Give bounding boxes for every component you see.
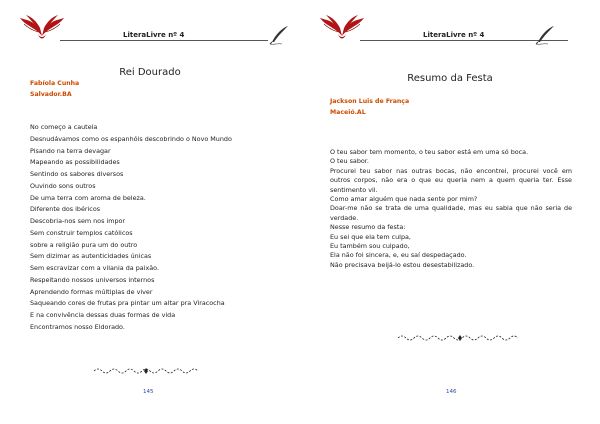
author-name: Fabíola Cunha bbox=[30, 80, 80, 87]
header-title: LiteraLivre nº 4 bbox=[120, 31, 187, 39]
body-line: Eu também sou culpado, bbox=[330, 242, 410, 251]
verse-line: Sentindo os sabores diversos bbox=[30, 170, 124, 178]
winged-logo-icon bbox=[18, 14, 66, 44]
author-place: Salvador.BA bbox=[30, 91, 72, 98]
verse-line: Desnudávamos como os espanhóis descobrindo o Novo Mundo bbox=[30, 134, 232, 143]
author-block bbox=[30, 78, 79, 100]
quill-pen-icon bbox=[534, 24, 556, 46]
header-rule bbox=[60, 40, 268, 41]
body-line: O teu sabor tem momento, o teu sabor está em uma só boca. bbox=[330, 148, 529, 156]
body-line: Doar-me não se trata de uma qualidade, mas eu sabia que não seria de verdade. bbox=[330, 204, 572, 222]
verse-line: Respeitando nossos universos internos bbox=[30, 275, 155, 284]
poem-title: Rei Dourado bbox=[119, 67, 181, 78]
body-line: Procurei teu sabor nas outras bocas, não encontrei, procurei você em outros corpos, não era o que eu queria nem a quem queria ter. Esse sentimento vil. bbox=[330, 166, 572, 194]
verse-line: Sem escravizar com a vilania da paixão. bbox=[30, 264, 159, 272]
verse-line: Aprendendo formas múltiplas de viver bbox=[30, 287, 153, 296]
poem-verses bbox=[30, 122, 280, 334]
body-line: Não precisava beijá-lo estou desestabilizado. bbox=[330, 260, 475, 269]
verse-line: Sem construir templos católicos bbox=[30, 228, 133, 237]
winged-logo-icon bbox=[318, 14, 366, 44]
verse-line: Sem dizimar as autenticidades únicas bbox=[30, 252, 152, 261]
header-title: LiteraLivre nº 4 bbox=[420, 31, 487, 39]
body-line: Ela não foi sincera, e, eu saí despedaçado. bbox=[330, 251, 467, 260]
verse-line: Ouvindo sons outros bbox=[30, 181, 96, 190]
page-number: 145 bbox=[143, 389, 154, 395]
verse-line: Pisando na terra devagar bbox=[30, 146, 111, 155]
body-line: Eu sei que ela tem culpa, bbox=[330, 232, 411, 241]
verse-line: Diferente dos ibéricos bbox=[30, 205, 101, 214]
body-line: Como amar alguém que nada sente por mim? bbox=[330, 195, 478, 204]
poem-body bbox=[330, 148, 572, 270]
verse-line: Descobria-nos sem nos impor bbox=[30, 217, 126, 225]
verse-line: Saqueando cores de frutas pra pintar um altar pra Viracocha bbox=[30, 299, 225, 308]
body-line: O teu sabor. bbox=[330, 157, 369, 166]
right-page bbox=[300, 0, 600, 424]
page-number: 146 bbox=[446, 389, 457, 395]
poem-title: Resumo da Festa bbox=[407, 73, 493, 84]
verse-line: Encontramos nosso Eldorado. bbox=[30, 322, 125, 331]
ornament-divider bbox=[396, 333, 526, 343]
author-name: Jackson Luis de França bbox=[330, 98, 410, 105]
ornament-divider bbox=[92, 366, 202, 376]
verse-line: De uma terra com aroma de beleza. bbox=[30, 193, 146, 202]
verse-line: Mapeando as possibilidades bbox=[30, 158, 120, 167]
body-line: Nesse resumo da festa: bbox=[330, 223, 406, 232]
author-block bbox=[330, 96, 409, 118]
verse-line: sobre a religião pura um do outro bbox=[30, 240, 138, 249]
author-place: Maceió.AL bbox=[330, 109, 366, 116]
verse-line: E na convivência dessas duas formas de vida bbox=[30, 311, 176, 319]
quill-pen-icon bbox=[268, 24, 290, 46]
verse-line: No começo a cautela bbox=[30, 123, 98, 131]
